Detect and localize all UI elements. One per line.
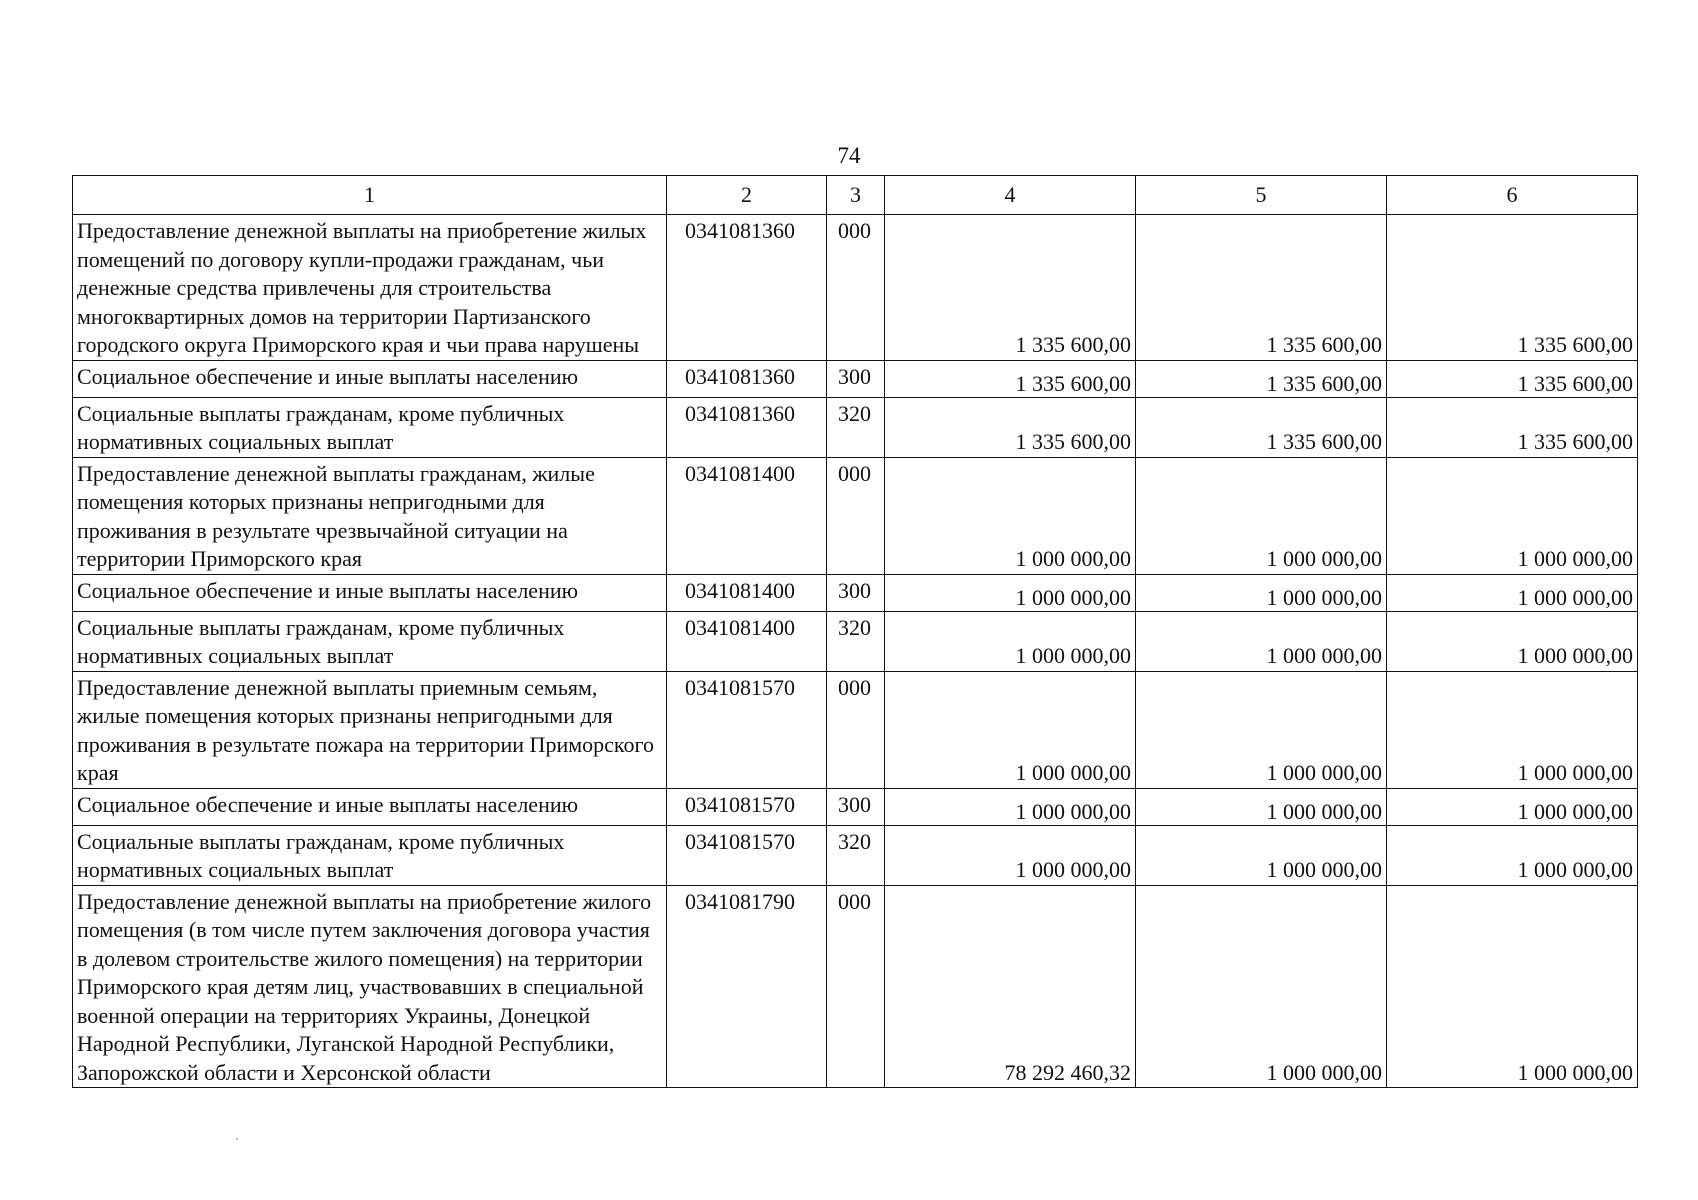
row-name: Предоставление денежной выплаты гражданам, жилые помещения которых признаны непригодными для проживания в результате чрезвычайной ситуации на территории Приморского края bbox=[73, 457, 667, 574]
table-row bbox=[73, 360, 1638, 397]
table-row bbox=[73, 574, 1638, 611]
table-row bbox=[73, 788, 1638, 825]
column-header: 5 bbox=[1136, 176, 1387, 215]
row-expense-kind: 000 bbox=[827, 885, 885, 1088]
row-name: Социальные выплаты гражданам, кроме публичных нормативных социальных выплат bbox=[73, 611, 667, 671]
row-amount-col6: 1 335 600,00 bbox=[1387, 215, 1638, 361]
row-amount-col6: 1 000 000,00 bbox=[1387, 671, 1638, 788]
row-target-code: 0341081360 bbox=[667, 215, 827, 361]
row-amount-col6: 1 000 000,00 bbox=[1387, 457, 1638, 574]
row-amount-col4: 1 000 000,00 bbox=[885, 611, 1136, 671]
budget-table bbox=[72, 175, 1638, 1088]
row-target-code: 0341081570 bbox=[667, 788, 827, 825]
row-name: Социальные выплаты гражданам, кроме публичных нормативных социальных выплат bbox=[73, 825, 667, 885]
row-amount-col6: 1 335 600,00 bbox=[1387, 397, 1638, 457]
page-number: 74 bbox=[837, 143, 861, 168]
table-row bbox=[73, 397, 1638, 457]
row-amount-col4: 1 000 000,00 bbox=[885, 457, 1136, 574]
row-amount-col6: 1 335 600,00 bbox=[1387, 360, 1638, 397]
row-target-code: 0341081400 bbox=[667, 611, 827, 671]
table-row bbox=[73, 671, 1638, 788]
row-name: Социальное обеспечение и иные выплаты населению bbox=[73, 574, 667, 611]
column-header: 2 bbox=[667, 176, 827, 215]
row-amount-col5: 1 335 600,00 bbox=[1136, 360, 1387, 397]
row-amount-col6: 1 000 000,00 bbox=[1387, 788, 1638, 825]
table-row bbox=[73, 825, 1638, 885]
column-header: 3 bbox=[827, 176, 885, 215]
table-header-row bbox=[73, 176, 1638, 215]
table-row bbox=[73, 457, 1638, 574]
row-name: Предоставление денежной выплаты на приобретение жилого помещения (в том числе путем заключения договора участия в долевом строительстве жилого помещения) на территории Приморского края детям лиц, участвовавших в специальной военной операции на территориях Украины, Донецкой Народной Республики, Луганской Народной Республики, Запорожской области и Херсонской области bbox=[73, 885, 667, 1088]
row-name: Социальное обеспечение и иные выплаты населению bbox=[73, 788, 667, 825]
row-expense-kind: 320 bbox=[827, 397, 885, 457]
row-name: Предоставление денежной выплаты на приобретение жилых помещений по договору купли-продажи гражданам, чьи денежные средства привлечены для строительства многоквартирных домов на территории Партизанского городского округа Приморского края и чьи права нарушены bbox=[73, 215, 667, 361]
column-header: 4 bbox=[885, 176, 1136, 215]
row-target-code: 0341081570 bbox=[667, 671, 827, 788]
column-header: 6 bbox=[1387, 176, 1638, 215]
row-amount-col4: 1 335 600,00 bbox=[885, 397, 1136, 457]
row-amount-col4: 1 000 000,00 bbox=[885, 671, 1136, 788]
row-target-code: 0341081400 bbox=[667, 457, 827, 574]
row-amount-col6: 1 000 000,00 bbox=[1387, 611, 1638, 671]
row-amount-col4: 1 000 000,00 bbox=[885, 574, 1136, 611]
row-amount-col5: 1 000 000,00 bbox=[1136, 671, 1387, 788]
row-amount-col4: 78 292 460,32 bbox=[885, 885, 1136, 1088]
row-name: Социальное обеспечение и иные выплаты населению bbox=[73, 360, 667, 397]
column-header: 1 bbox=[73, 176, 667, 215]
row-expense-kind: 300 bbox=[827, 788, 885, 825]
row-expense-kind: 320 bbox=[827, 825, 885, 885]
row-target-code: 0341081360 bbox=[667, 360, 827, 397]
row-amount-col4: 1 000 000,00 bbox=[885, 788, 1136, 825]
row-target-code: 0341081790 bbox=[667, 885, 827, 1088]
row-amount-col5: 1 335 600,00 bbox=[1136, 397, 1387, 457]
row-expense-kind: 300 bbox=[827, 574, 885, 611]
row-amount-col6: 1 000 000,00 bbox=[1387, 885, 1638, 1088]
row-amount-col4: 1 335 600,00 bbox=[885, 215, 1136, 361]
row-expense-kind: 300 bbox=[827, 360, 885, 397]
row-amount-col5: 1 000 000,00 bbox=[1136, 574, 1387, 611]
table-row bbox=[73, 885, 1638, 1088]
row-expense-kind: 000 bbox=[827, 215, 885, 361]
row-name: Предоставление денежной выплаты приемным семьям, жилые помещения которых признаны непригодными для проживания в результате пожара на территории Приморского края bbox=[73, 671, 667, 788]
row-target-code: 0341081400 bbox=[667, 574, 827, 611]
table-row bbox=[73, 215, 1638, 361]
row-amount-col6: 1 000 000,00 bbox=[1387, 574, 1638, 611]
row-name: Социальные выплаты гражданам, кроме публичных нормативных социальных выплат bbox=[73, 397, 667, 457]
row-target-code: 0341081570 bbox=[667, 825, 827, 885]
row-amount-col5: 1 000 000,00 bbox=[1136, 885, 1387, 1088]
row-amount-col5: 1 000 000,00 bbox=[1136, 611, 1387, 671]
scan-speck bbox=[236, 1138, 238, 1140]
row-amount-col6: 1 000 000,00 bbox=[1387, 825, 1638, 885]
row-expense-kind: 000 bbox=[827, 457, 885, 574]
row-target-code: 0341081360 bbox=[667, 397, 827, 457]
row-expense-kind: 320 bbox=[827, 611, 885, 671]
row-amount-col5: 1 000 000,00 bbox=[1136, 825, 1387, 885]
row-expense-kind: 000 bbox=[827, 671, 885, 788]
row-amount-col5: 1 000 000,00 bbox=[1136, 457, 1387, 574]
table-row bbox=[73, 611, 1638, 671]
row-amount-col4: 1 000 000,00 bbox=[885, 825, 1136, 885]
row-amount-col5: 1 000 000,00 bbox=[1136, 788, 1387, 825]
row-amount-col5: 1 335 600,00 bbox=[1136, 215, 1387, 361]
row-amount-col4: 1 335 600,00 bbox=[885, 360, 1136, 397]
